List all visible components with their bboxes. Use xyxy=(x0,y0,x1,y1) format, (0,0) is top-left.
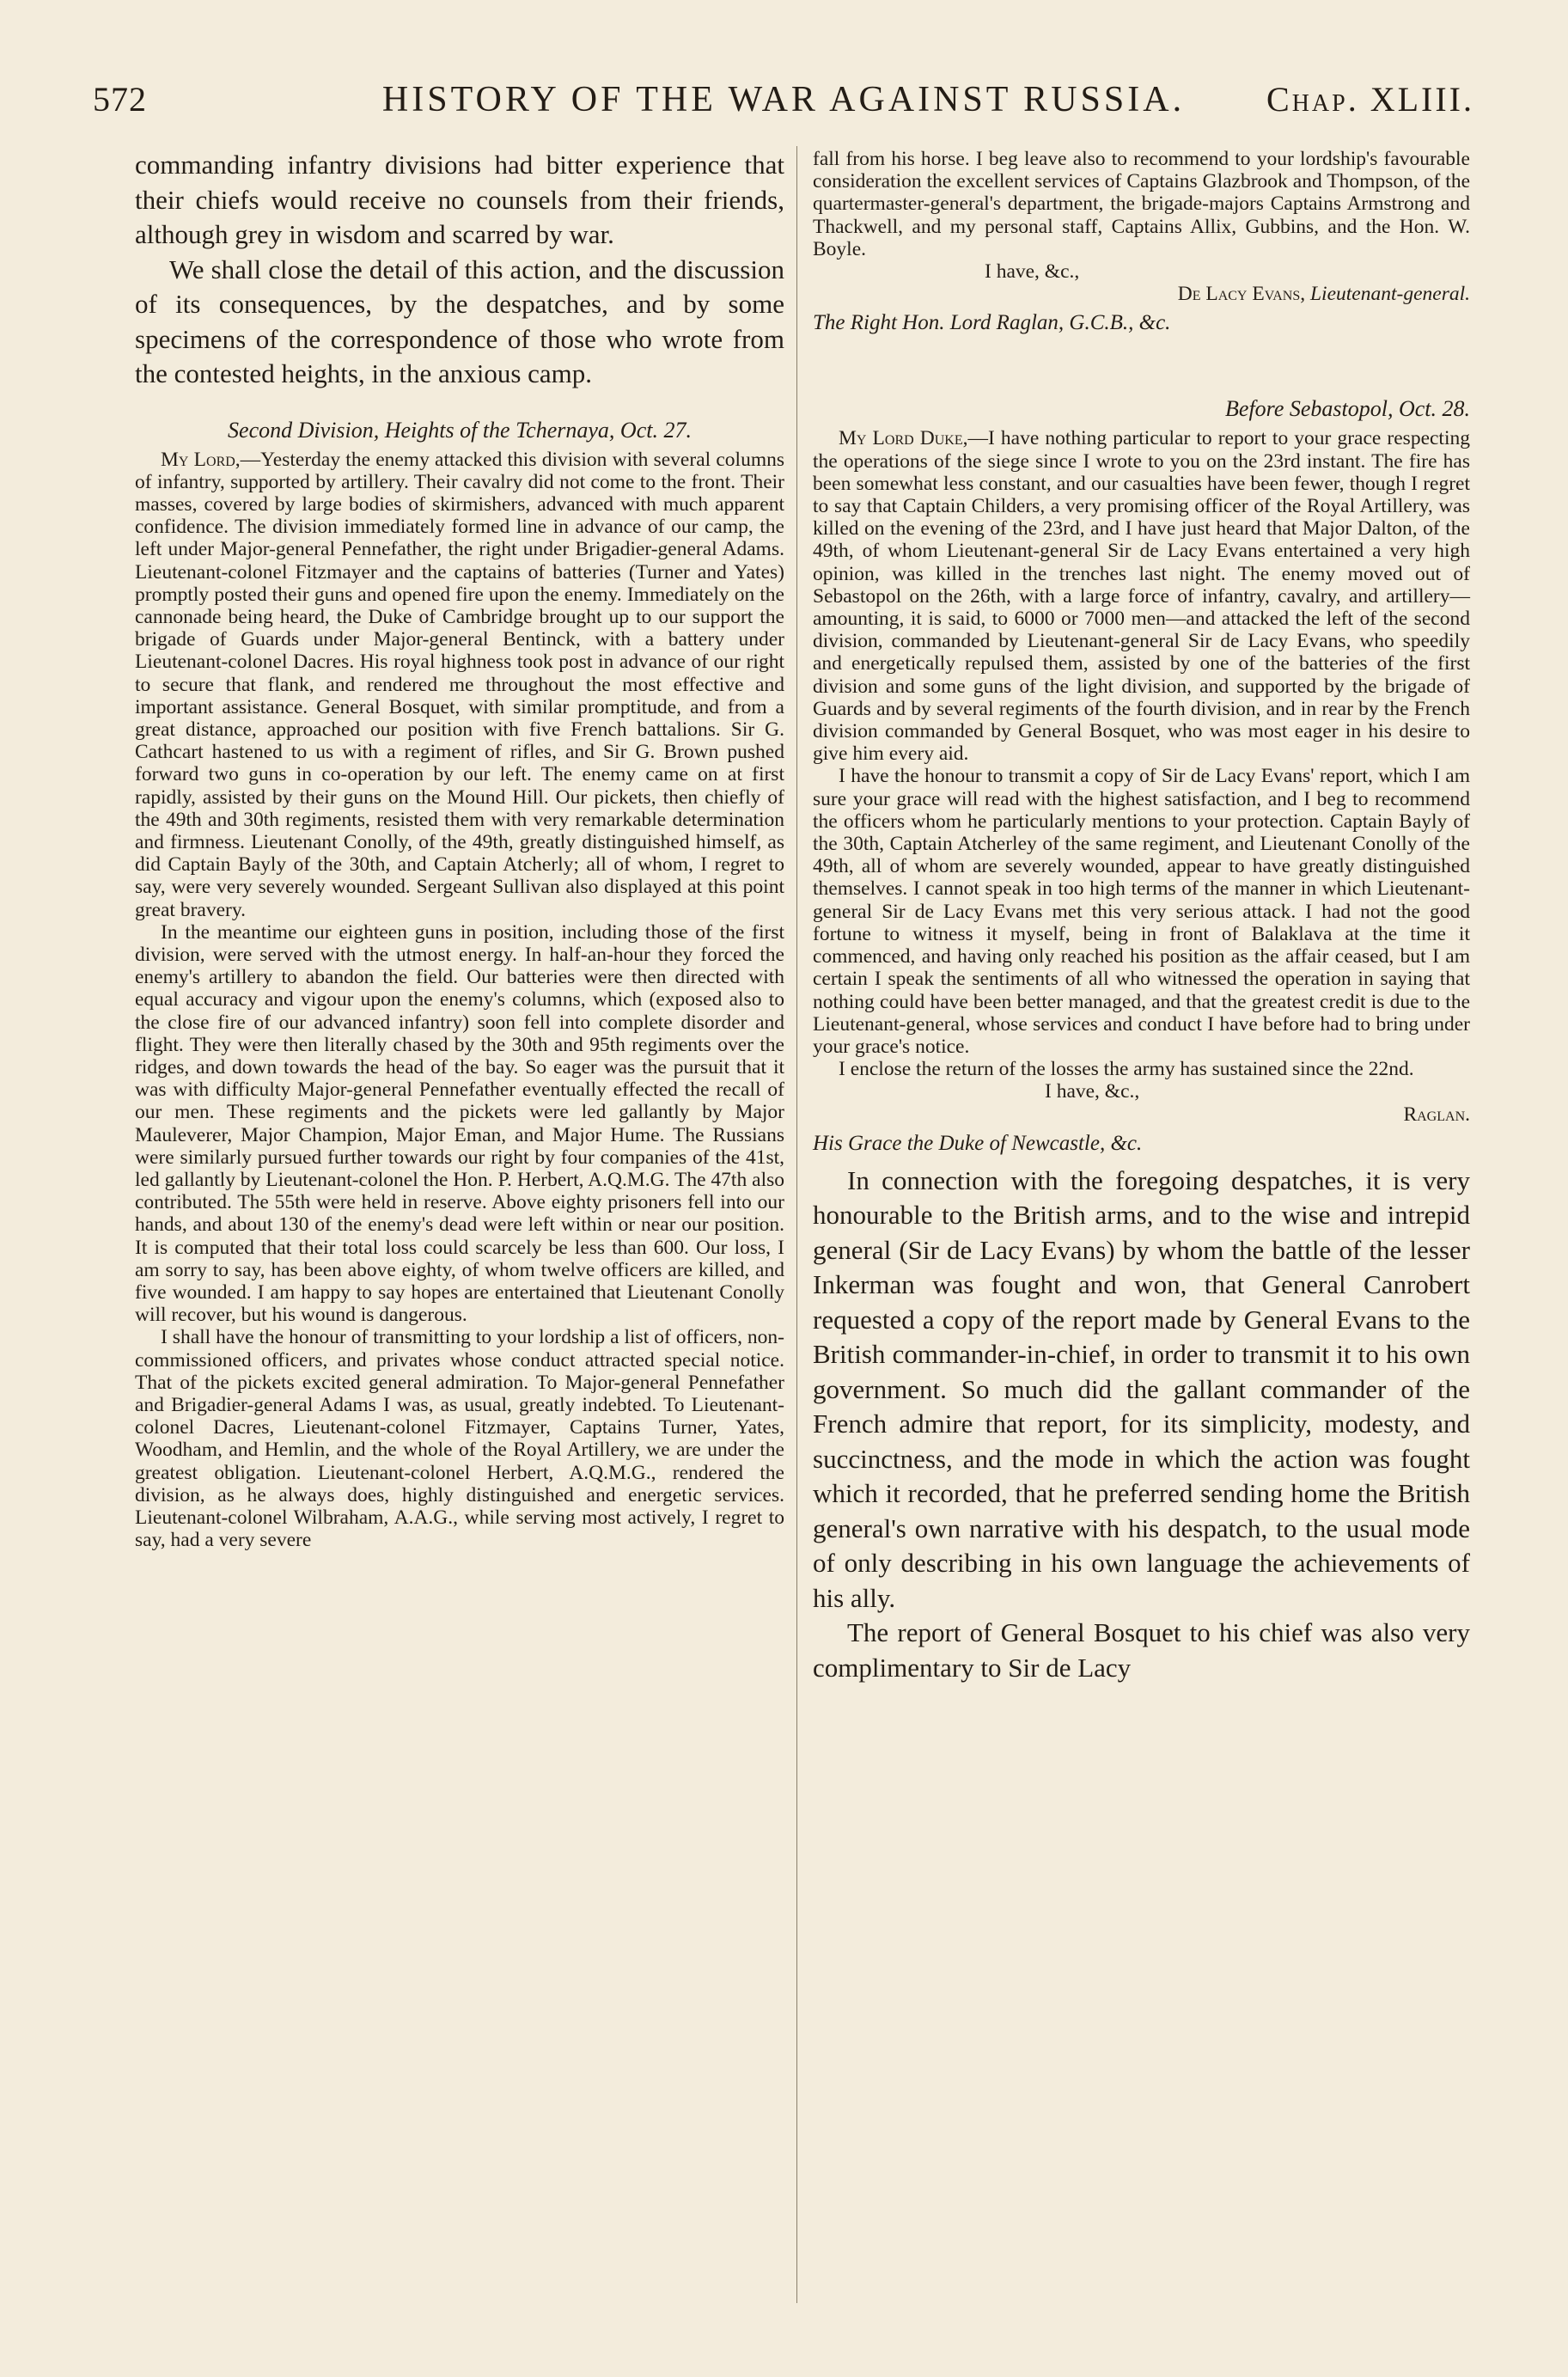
letter-paragraph: I enclose the return of the losses the army has sustained since the 22nd. xyxy=(839,1058,1414,1081)
left-column xyxy=(135,148,784,1551)
paragraph: In connection with the foregoing despatches, it is very honourable to the British arms, and to the wise and intrepid general (Sir de Lacy Evans) by whom the battle of the lesser Inkerman was fought and won, that General Canrobert requested a copy of the report made by General Evans to the British commander-in-chief, in order to transmit it to his own government. So much did the gallant commander of the French admire that report, for its simplicity, modesty, and succinctness, and the mode in which the action was fought which it recorded, that he preferred sending home the British general's own narrative with his despatch, to the usual mode of only describing in his own language the achievements of his ally. xyxy=(813,1164,1470,1613)
signature-title: Lieutenant-general. xyxy=(1309,283,1470,306)
column-divider xyxy=(796,146,797,2303)
book-title: HISTORY OF THE WAR AGAINST RUSSIA. xyxy=(381,80,1186,119)
salutation: My Lord, xyxy=(161,448,241,471)
salutation: My Lord Duke, xyxy=(839,427,968,450)
letter-paragraph: fall from his horse. I beg leave also to recommend to your lordship's favourable consideration the excellent services of Captains Glazbrook and Thompson, of the quartermaster-general's department, the brigade-majors Captains Armstrong and Thackwell, and my personal staff, Captains Allix, Gubbins, and the Hon. W. Boyle. xyxy=(813,148,1470,260)
letter-paragraph: I shall have the honour of transmitting to your lordship a list of officers, non-commissioned officers, and privates whose conduct attracted special notice. That of the pickets excited general admiration. To Major-general Pennefather and Brigadier-general Adams I was, as usual, greatly indebted. To Lieutenant-colonel Dacres, Lieutenant-colonel Fitzmayer, Captains Turner, Yates, Woodham, and Hemlin, and the whole of the Royal Artillery, we are under the greatest obligation. Lieutenant-colonel Herbert, A.Q.M.G., rendered the division, as he always does, highly distinguished and energetic services. Lieutenant-colonel Wilbraham, A.A.G., while serving most actively, I regret to say, had a very severe xyxy=(135,1326,784,1552)
paragraph: commanding infantry divisions had bitter experience that their chiefs would receive no counsels from their friends, although grey in wisdom and scarred by war. xyxy=(135,150,784,249)
signature: Raglan. xyxy=(1403,1103,1470,1126)
closing: I have, &c., xyxy=(985,260,1080,284)
addressee: His Grace the Duke of Newcastle, &c. xyxy=(813,1131,1143,1155)
chapter-label: Chap. XLIII. xyxy=(1266,80,1474,119)
letter-paragraph xyxy=(135,449,784,921)
letter-paragraph: I have the honour to transmit a copy of Sir de Lacy Evans' report, which I am sure your grace will read with the highest satisfaction, and I beg to recommend the officers whom he particularly mentions to your protection. Captain Bayly of the 30th, Captain Atcherley of the same regiment, and Lieutenant Conolly of the 49th, all of whom are severely wounded, appear to have greatly distinguished themselves. I cannot speak in too high terms of the manner in which Lieutenant-general Sir de Lacy Evans met this very serious attack. I had not the good fortune to witness it myself, being in front of Balaklava at the time it commenced, and having only reached his position as the affair ceased, but I am certain I speak the sentiments of all who witnessed the operation in saying that nothing could have been better managed, and that the greatest credit is due to the Lieutenant-general, whose services and conduct I have before had to bring under your grace's notice. xyxy=(813,765,1470,1058)
addressee: The Right Hon. Lord Raglan, G.C.B., &c. xyxy=(813,311,1171,335)
letter-paragraph: In the meantime our eighteen guns in position, including those of the first division, were served with the utmost energy. In half-an-hour they forced the enemy's artillery to abandon the field. Our batteries were then directed with equal accuracy and vigour upon the enemy's columns, which (exposed also to the close fire of our advanced infantry) soon fell into complete disorder and flight. They were then literally chased by the 30th and 95th regiments over the ridges, and down towards the head of the bay. So eager was the pursuit that it was with difficulty Major-general Pennefather eventually effected the recall of our men. These regiments and the pickets were led gallantly by Major Mauleverer, Major Champion, Major Eman, and Major Hume. The Russians were similarly pursued further towards our right by four companies of the 41st, led gallantly by Lieutenant-colonel the Hon. P. Herbert, A.Q.M.G. The 47th also contributed. The 55th were held in reserve. Above eighty prisoners fell into our hands, and about 130 of the enemy's dead were left within or near our position. It is computed that their total loss could scarcely be less than 600. Our loss, I am sorry to say, has been above eighty, of whom twelve officers are killed, and five wounded. I am happy to say hopes are entertained that Lieutenant Conolly will recover, but his wound is dangerous. xyxy=(135,920,784,1327)
letter-body: —Yesterday the enemy attacked this division with several columns of infantry, supported by artillery. Their cavalry did not come to the front. Their masses, covered by large bodies of skirmishers, advanced with much apparent confidence. The division immediately formed line in advance of our camp, the left under Major-general Pennefather, the right under Brigadier-general Adams. Lieutenant-colonel Fitzmayer and the captains of batteries (Turner and Yates) promptly posted their guns and opened fire upon the enemy. Immediately on the cannonade being heard, the Duke of Cambridge brought up to our support the brigade of Guards under Major-general Bentinck, with a battery under Lieutenant-colonel Dacres. His royal highness took post in advance of our right to secure that flank, and rendered me throughout the most effective and important assistance. General Bosquet, with similar promptitude, and from a great distance, approached our position with five French battalions. Sir G. Cathcart hastened to us with a regiment of rifles, and Sir G. Brown pushed forward two guns in co-operation by our left. The enemy came on at first rapidly, assisted by their guns on the Mound Hill. Our pickets, then chiefly of the 49th and 30th regiments, resisted them with very remarkable determination and firmness. Lieutenant Conolly, of the 49th, greatly distinguished himself, as did Captain Bayly of the 30th, and Captain Atcherly; all of whom, I regret to say, were very severely wounded. Sergeant Sullivan also displayed at this point great bravery. xyxy=(135,448,784,921)
letter-body: —I have nothing particular to report to your grace respecting the operations of the siege since I wrote to you on the 23rd instant. The fire has been somewhat less constant, and our casualties have been fewer, though I regret to say that Captain Childers, a very promising officer of the Royal Artillery, was killed on the evening of the 23rd, and I have just heard that Major Dalton, of the 49th, of whom Lieutenant-general Sir de Lacy Evans entertained a very high opinion, was killed in the trenches last night. The enemy moved out of Sebastopol on the 26th, with a large force of infantry, cavalry, and artillery—amounting, it is said, to 6000 or 7000 men—and attacked the left of the second division, commanded by Lieutenant-general Sir de Lacy Evans, who speedily and energetically repulsed them, assisted by one of the batteries of the first division and some guns of the light division, and supported by the brigade of Guards and by several regiments of the fourth division, and in rear by the French division commanded by General Bosquet, who was most eager in his desire to give him every aid. xyxy=(813,427,1470,766)
letter-dateline: Before Sebastopol, Oct. 28. xyxy=(1225,396,1470,422)
right-column xyxy=(813,148,1470,1685)
page-number: 572 xyxy=(93,80,147,119)
running-header xyxy=(93,79,1474,127)
paragraph: The report of General Bosquet to his chief was also very complimentary to Sir de Lacy xyxy=(813,1617,1470,1683)
closing: I have, &c., xyxy=(1045,1080,1140,1103)
letter-paragraph xyxy=(813,427,1470,765)
letter-dateline: Second Division, Heights of the Tchernaya, Oct. 27. xyxy=(228,417,692,443)
paragraph: We shall close the detail of this action, and the discussion of its consequences, by the despatches, and by some specimens of the correspondence of those who wrote from the contested heights, in the anxious camp. xyxy=(135,254,784,388)
signature-name: De Lacy Evans, xyxy=(1177,283,1306,306)
signature xyxy=(813,283,1470,305)
